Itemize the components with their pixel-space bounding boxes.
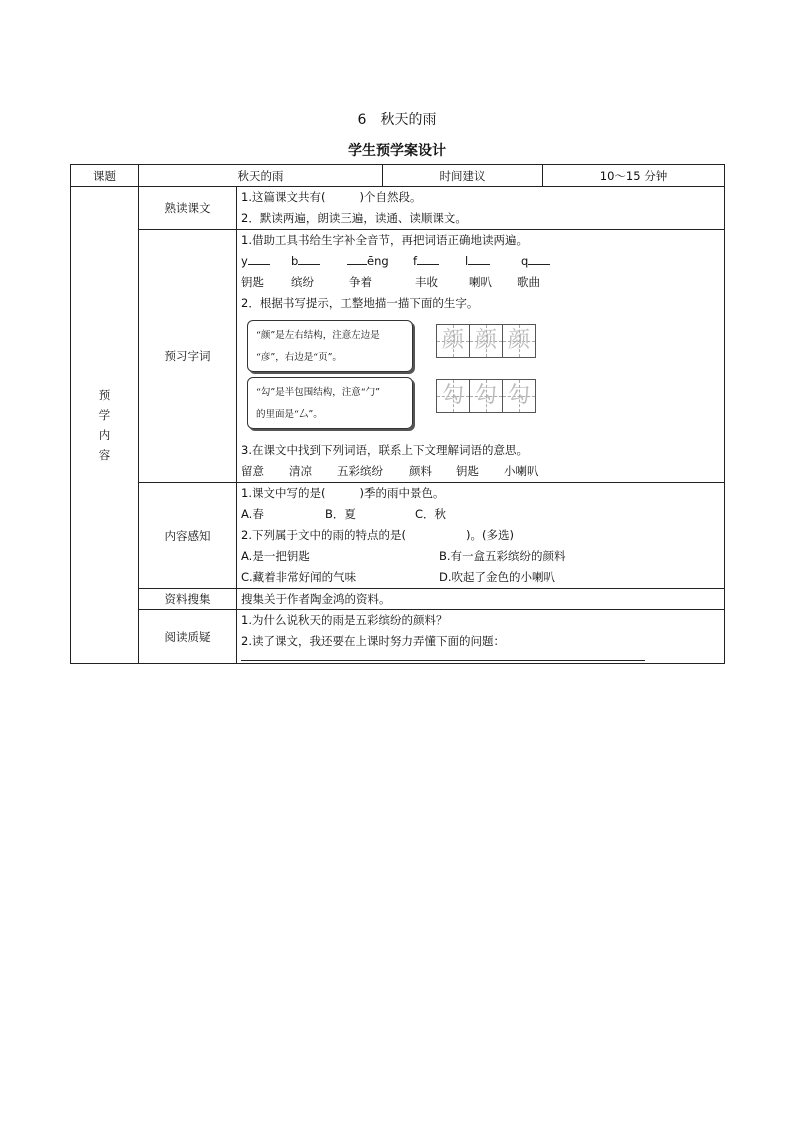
option-spring[interactable]: A.春	[241, 507, 264, 521]
header-topic-value: 秋天的雨	[139, 165, 383, 187]
header-row	[71, 165, 725, 187]
pinyin-item: y	[241, 254, 248, 268]
label-shudu: 熟读课文	[139, 187, 237, 230]
lesson-number: 6	[357, 112, 367, 128]
option-a[interactable]: A.是一把钥匙	[241, 549, 310, 563]
trace-cell[interactable]: 勾	[469, 379, 503, 413]
side-char: 容	[98, 448, 111, 462]
content-ziliao: 搜集关于作者陶金鸿的资料。	[237, 589, 725, 610]
vocab-word: 歌曲	[517, 275, 540, 289]
side-char: 内	[98, 428, 111, 442]
row-yuxi	[71, 230, 725, 483]
pinyin-blank[interactable]	[347, 251, 367, 265]
trace-row-yan	[241, 314, 720, 377]
phrase-word: 颜料	[409, 464, 432, 478]
vocab-word: 钥匙	[241, 275, 264, 289]
lesson-name: 秋天的雨	[380, 112, 437, 128]
option-summer[interactable]: B．夏	[325, 507, 356, 521]
shudu-q1-pre: 1.这篇课文共有(	[241, 190, 326, 204]
pinyin-blank[interactable]	[468, 251, 490, 265]
pinyin-blank[interactable]	[528, 251, 550, 265]
writing-tip-gou	[247, 377, 413, 429]
header-time-label: 时间建议	[383, 165, 543, 187]
trace-grid-yan[interactable]	[437, 324, 536, 358]
trace-cell[interactable]: 勾	[436, 379, 470, 413]
vocab-row	[241, 272, 720, 293]
label-yuxi: 预习字词	[139, 230, 237, 483]
season-options	[241, 504, 720, 525]
question-answer-line[interactable]	[241, 660, 645, 661]
trace-cell[interactable]: 颜	[502, 324, 536, 358]
yuedu-q2: 2.读了课文，我还要在上课时努力弄懂下面的问题：	[241, 634, 505, 648]
header-topic-label: 课题	[71, 165, 139, 187]
worksheet-title: 学生预学案设计	[348, 143, 446, 159]
phrase-word: 钥匙	[456, 464, 479, 478]
pinyin-item: q	[521, 254, 529, 268]
label-yuedu: 阅读质疑	[139, 610, 237, 664]
yuxi-q2: 2．根据书写提示，工整地描一描下面的生字。	[241, 296, 479, 310]
vocab-word: 缤纷	[291, 275, 314, 289]
neirong-q1-post: )季的雨中景色。	[359, 486, 445, 500]
lesson-title	[0, 109, 794, 129]
pinyin-blank[interactable]	[248, 251, 270, 265]
phrase-word: 留意	[241, 464, 264, 478]
option-d[interactable]: D.吹起了金色的小喇叭	[439, 570, 556, 584]
pinyin-item: b	[291, 254, 299, 268]
phrase-row	[241, 461, 720, 482]
vocab-word: 喇叭	[469, 275, 492, 289]
trace-row-gou	[241, 377, 720, 440]
tip-text: “勾”是半包围结构，注意“勹”	[256, 387, 380, 398]
phrase-word: 小喇叭	[504, 464, 539, 478]
header-time-value: 10～15 分钟	[543, 165, 725, 187]
row-neirong	[71, 483, 725, 589]
neirong-q1-pre: 1.课文中写的是(	[241, 486, 326, 500]
phrase-word: 清凉	[289, 464, 312, 478]
shudu-q1-post: )个自然段。	[359, 190, 422, 204]
pinyin-blank[interactable]	[298, 251, 320, 265]
content-yuxi	[237, 230, 725, 483]
pinyin-row	[241, 251, 720, 272]
yuedu-q1: 1.为什么说秋天的雨是五彩缤纷的颜料？	[241, 613, 448, 627]
trace-cell[interactable]: 颜	[436, 324, 470, 358]
label-ziliao: 资料搜集	[139, 589, 237, 610]
content-yuedu	[237, 610, 725, 664]
yuxi-q3: 3.在课文中找到下列词语，联系上下文理解词语的意思。	[241, 443, 528, 457]
tip-text: “颜”是左右结构，注意左边是	[256, 330, 380, 341]
side-char: 预	[98, 388, 111, 402]
pinyin-item: f	[413, 254, 418, 268]
preview-table	[70, 164, 725, 664]
vocab-word: 丰收	[415, 275, 438, 289]
content-neirong	[237, 483, 725, 589]
pinyin-item: ēng	[367, 254, 389, 268]
tip-text: 的里面是“厶”。	[256, 409, 323, 420]
row-shudu	[71, 187, 725, 230]
row-yuedu	[71, 610, 725, 664]
neirong-q2-post: )。(多选)	[465, 528, 514, 542]
option-c[interactable]: C.藏着非常好闻的气味	[241, 570, 357, 584]
row-ziliao	[71, 589, 725, 610]
pinyin-blank[interactable]	[417, 251, 439, 265]
side-label	[71, 187, 139, 664]
shudu-q2: 2．默读两遍，朗读三遍，读通、读顺课文。	[241, 211, 467, 225]
side-char: 学	[98, 408, 111, 422]
yuxi-q1: 1.借助工具书给生字补全音节，再把词语正确地读两遍。	[241, 233, 528, 247]
neirong-q2-pre: 2.下列属于文中的雨的特点的是(	[241, 528, 406, 542]
writing-tip-yan	[247, 320, 413, 372]
option-autumn[interactable]: C．秋	[415, 507, 447, 521]
label-neirong: 内容感知	[139, 483, 237, 589]
tip-text: “彦”，右边是“页”。	[256, 352, 342, 363]
pinyin-item: l	[465, 254, 469, 268]
trace-grid-gou[interactable]	[437, 379, 536, 413]
content-shudu	[237, 187, 725, 230]
phrase-word: 五彩缤纷	[337, 464, 383, 478]
vocab-word: 争着	[349, 275, 372, 289]
option-b[interactable]: B.有一盒五彩缤纷的颜料	[439, 549, 566, 563]
trace-cell[interactable]: 勾	[502, 379, 536, 413]
trace-cell[interactable]: 颜	[469, 324, 503, 358]
